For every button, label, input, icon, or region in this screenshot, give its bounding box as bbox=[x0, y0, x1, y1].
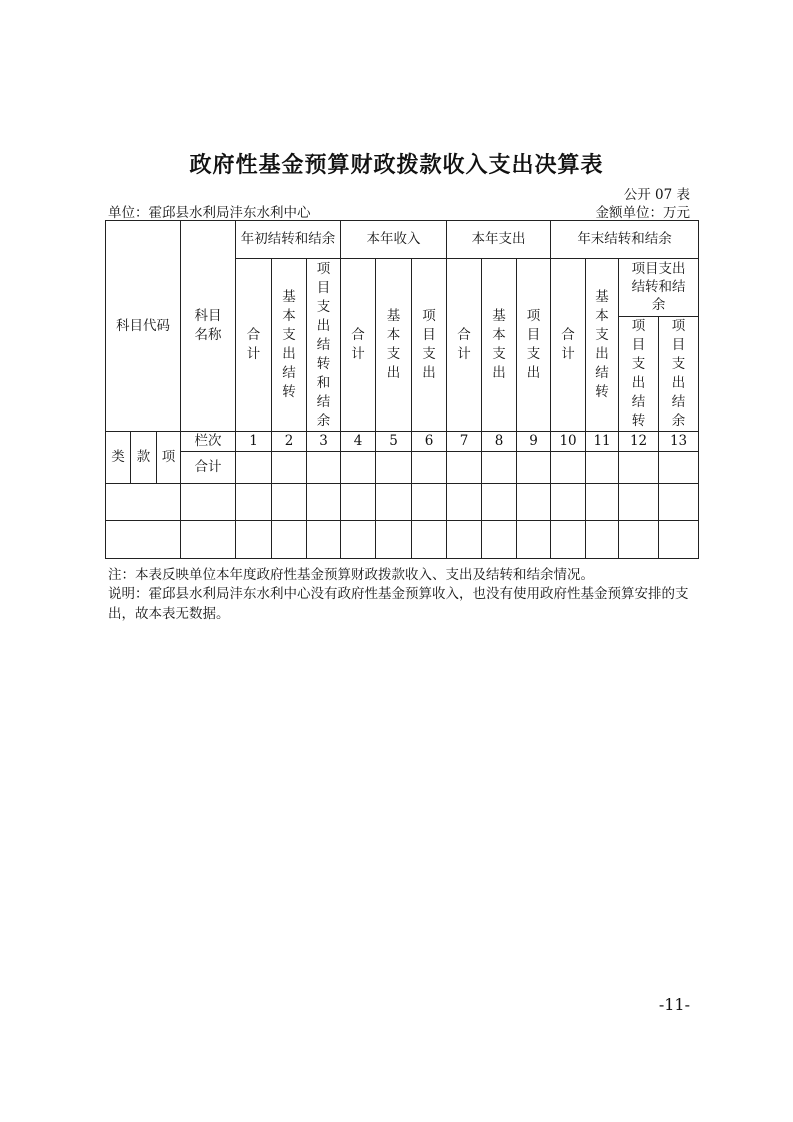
subject-name-header: 科目名称 bbox=[181, 221, 236, 432]
table-cell bbox=[517, 521, 551, 559]
expense-total-header: 合计 bbox=[447, 259, 482, 432]
table-cell bbox=[376, 484, 412, 521]
end-total-header: 合计 bbox=[551, 259, 586, 432]
table-cell bbox=[181, 521, 236, 559]
table-cell bbox=[517, 452, 551, 484]
table-row bbox=[106, 521, 699, 559]
table-cell bbox=[376, 521, 412, 559]
column-number: 13 bbox=[659, 432, 699, 452]
page-number: -11- bbox=[658, 995, 690, 1014]
begin-total-header: 合计 bbox=[236, 259, 272, 432]
table-cell bbox=[236, 521, 272, 559]
expense-header: 本年支出 bbox=[447, 221, 551, 259]
expense-basic-header: 基本支出 bbox=[482, 259, 517, 432]
table-cell bbox=[307, 452, 341, 484]
table-cell bbox=[482, 521, 517, 559]
table-cell bbox=[236, 452, 272, 484]
column-number: 10 bbox=[551, 432, 586, 452]
table-cell bbox=[341, 521, 376, 559]
column-number: 5 bbox=[376, 432, 412, 452]
column-number: 4 bbox=[341, 432, 376, 452]
table-row bbox=[106, 484, 699, 521]
table-cell bbox=[341, 452, 376, 484]
table-cell bbox=[586, 484, 619, 521]
column-number: 1 bbox=[236, 432, 272, 452]
table-cell bbox=[619, 521, 659, 559]
column-number: 9 bbox=[517, 432, 551, 452]
income-basic-header: 基本支出 bbox=[376, 259, 412, 432]
end-project-surplus-header: 项目支出结余 bbox=[659, 317, 699, 432]
table-cell bbox=[447, 521, 482, 559]
table-cell bbox=[341, 484, 376, 521]
money-unit-label: 金额单位：万元 bbox=[595, 205, 690, 221]
category-xiang-header: 项 bbox=[157, 432, 181, 484]
table-cell bbox=[376, 452, 412, 484]
table-cell bbox=[659, 452, 699, 484]
category-kuan-header: 款 bbox=[131, 432, 157, 484]
table-cell bbox=[236, 484, 272, 521]
table-cell bbox=[447, 484, 482, 521]
table-cell bbox=[307, 484, 341, 521]
subject-code-header: 科目代码 bbox=[106, 221, 181, 432]
income-project-header: 项目支出 bbox=[412, 259, 447, 432]
table-cell bbox=[482, 452, 517, 484]
column-number: 8 bbox=[482, 432, 517, 452]
total-row-label: 合计 bbox=[181, 452, 236, 484]
table-cell bbox=[106, 484, 181, 521]
end-balance-header: 年末结转和结余 bbox=[551, 221, 699, 259]
table-cell bbox=[659, 484, 699, 521]
end-basic-header: 基本支出结转 bbox=[586, 259, 619, 432]
table-cell bbox=[412, 521, 447, 559]
table-cell bbox=[272, 452, 307, 484]
table-cell bbox=[272, 521, 307, 559]
page-title: 政府性基金预算财政拨款收入支出决算表 bbox=[189, 152, 604, 178]
begin-balance-header: 年初结转和结余 bbox=[236, 221, 341, 259]
column-label: 栏次 bbox=[181, 432, 236, 452]
table-cell bbox=[447, 452, 482, 484]
column-number: 7 bbox=[447, 432, 482, 452]
unit-label: 单位：霍邱县水利局沣东水利中心 bbox=[108, 205, 311, 221]
table-cell bbox=[619, 484, 659, 521]
table-cell bbox=[586, 521, 619, 559]
table-cell bbox=[551, 521, 586, 559]
begin-basic-header: 基本支出结转 bbox=[272, 259, 307, 432]
table-explanation: 说明：霍邱县水利局沣东水利中心没有政府性基金预算收入，也没有使用政府性基金预算安排的支出，故本表无数据。 bbox=[108, 586, 689, 622]
table-cell bbox=[659, 521, 699, 559]
end-project-carry-header: 项目支出结转 bbox=[619, 317, 659, 432]
expense-project-header: 项目支出 bbox=[517, 259, 551, 432]
category-lei-header: 类 bbox=[106, 432, 131, 484]
table-cell bbox=[412, 452, 447, 484]
table-cell bbox=[586, 452, 619, 484]
table-cell bbox=[619, 452, 659, 484]
table-cell bbox=[106, 521, 181, 559]
form-number: 公开 07 表 bbox=[623, 187, 690, 203]
table-cell bbox=[412, 484, 447, 521]
table-cell bbox=[482, 484, 517, 521]
table-cell bbox=[307, 521, 341, 559]
table-cell bbox=[517, 484, 551, 521]
table-cell bbox=[551, 484, 586, 521]
end-project-group-header: 项目支出结转和结余 bbox=[619, 259, 699, 317]
budget-table bbox=[105, 220, 699, 559]
begin-project-header: 项目支出结转和结余 bbox=[307, 259, 341, 432]
table-cell bbox=[551, 452, 586, 484]
table-note: 注：本表反映单位本年度政府性基金预算财政拨款收入、支出及结转和结余情况。 bbox=[108, 567, 594, 583]
column-number: 12 bbox=[619, 432, 659, 452]
income-header: 本年收入 bbox=[341, 221, 447, 259]
column-number: 11 bbox=[586, 432, 619, 452]
column-number: 6 bbox=[412, 432, 447, 452]
table-cell bbox=[181, 484, 236, 521]
column-number: 2 bbox=[272, 432, 307, 452]
column-number: 3 bbox=[307, 432, 341, 452]
income-total-header: 合计 bbox=[341, 259, 376, 432]
table-cell bbox=[272, 484, 307, 521]
